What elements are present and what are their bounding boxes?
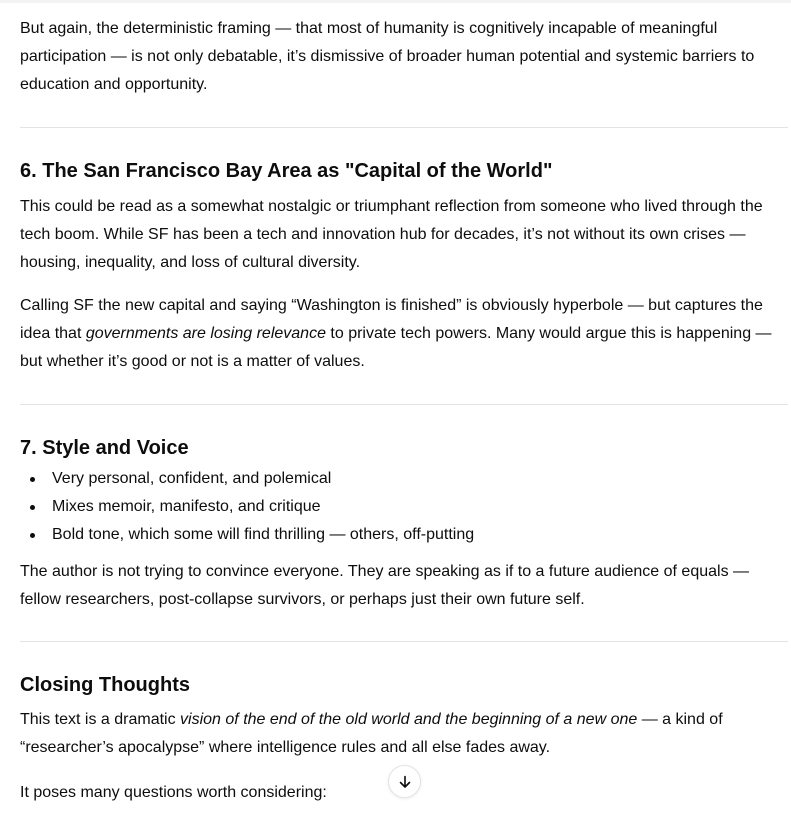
- closing-paragraph-1-text-b: — a kind of “researcher’s apocalypse” where intelligence rules and all else fades away.: [20, 711, 723, 756]
- list-item: Mixes memoir, manifesto, and critique: [20, 493, 788, 521]
- section6-paragraph-2-text-a: Calling SF the new capital and saying “Washington is finished” is obviously hyperbole — but captures the idea that: [20, 297, 763, 342]
- section6-paragraph-1: This could be read as a somewhat nostalgic or triumphant reflection from someone who lived through the tech boom. While SF has been a tech and innovation hub for decades, it’s not without its own crises — housing, inequality, and loss of cultural diversity.: [20, 198, 763, 271]
- section6-paragraph-2: [20, 292, 788, 376]
- arrow-down-icon: [397, 774, 413, 790]
- list-item: Bold tone, which some will find thrilling — others, off-putting: [20, 521, 788, 549]
- section-divider: [20, 641, 788, 642]
- top-edge-divider: [0, 0, 791, 3]
- section7-bullet-list: [20, 465, 788, 549]
- scroll-to-bottom-button[interactable]: [388, 765, 421, 798]
- section-divider: [20, 404, 788, 405]
- section7-heading: 7. Style and Voice: [20, 437, 189, 459]
- closing-paragraph-1-text-a: This text is a dramatic: [20, 711, 181, 728]
- section-divider: [20, 127, 788, 128]
- closing-paragraph-1: [20, 706, 788, 762]
- closing-heading: Closing Thoughts: [20, 674, 190, 696]
- section6-paragraph-2-text-b: to private tech powers. Many would argue this is happening — but whether it’s good or not is a matter of values.: [20, 325, 772, 370]
- section5-paragraph: But again, the deterministic framing — that most of humanity is cognitively incapable of meaningful participation — is not only debatable, it’s dismissive of broader human potential and systemic barriers to education and opportunity.: [20, 20, 755, 93]
- list-item: Very personal, confident, and polemical: [20, 465, 788, 493]
- closing-paragraph-1-emphasis: vision of the end of the old world and the beginning of a new one: [180, 711, 638, 728]
- section6-paragraph-2-emphasis: governments are losing relevance: [85, 325, 326, 342]
- closing-paragraph-2: It poses many questions worth considering:: [20, 784, 327, 801]
- section7-paragraph: The author is not trying to convince everyone. They are speaking as if to a future audience of equals — fellow researchers, post-collapse survivors, or perhaps just their own future self.: [20, 563, 750, 608]
- section6-heading: 6. The San Francisco Bay Area as "Capital of the World": [20, 160, 553, 182]
